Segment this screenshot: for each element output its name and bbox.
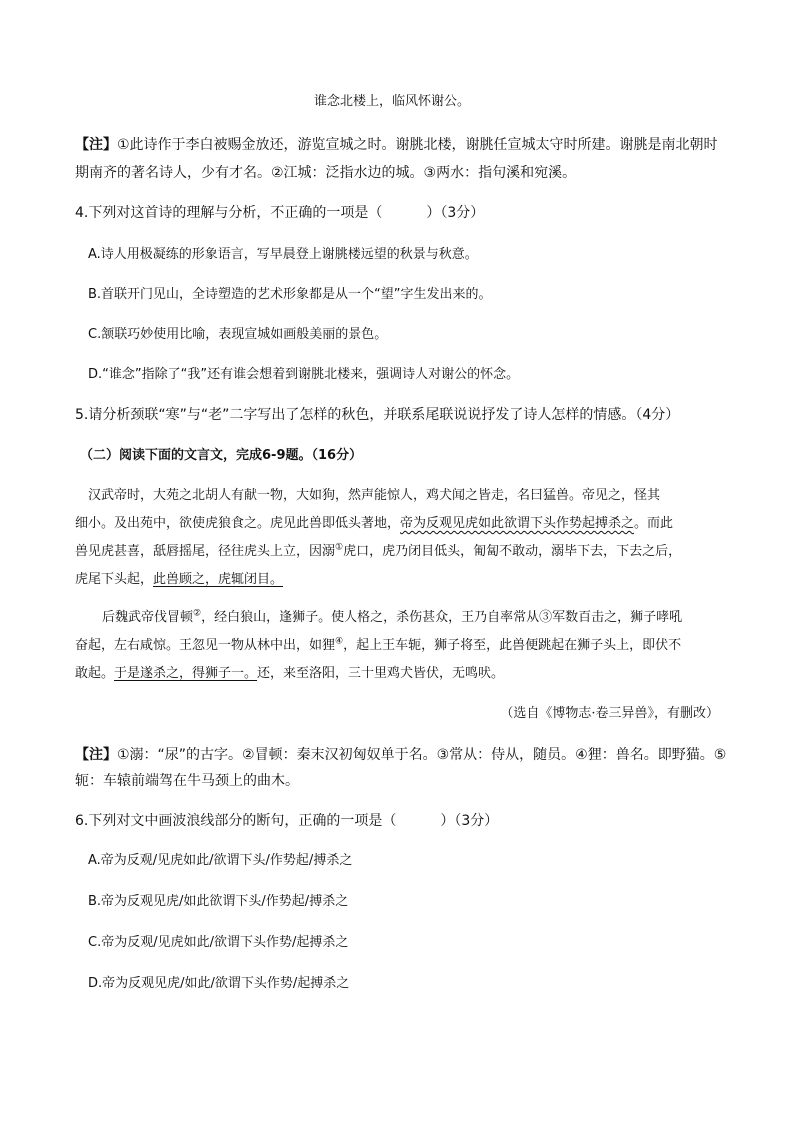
passage-1-line-2	[75, 514, 673, 534]
passage-text: 细小。及出苑中，欲使虎狼食之。虎见此兽即低头著地，	[75, 516, 401, 531]
passage-1-line-4	[75, 570, 283, 590]
question-4-stem	[75, 203, 484, 223]
passage-text: 奋起，左右咸惊。王忽见一物从林中出，如狸	[75, 638, 336, 653]
footnote-marker: ①	[335, 542, 344, 553]
poem-note-text-1: ①此诗作于李白被赐金放还，游览宣城之时。谢朓北楼，谢朓任宣城太守时所建。谢朓是南北朝时	[117, 137, 718, 153]
passage-text: 还，来至洛阳，三十里鸡犬皆伏，无鸣吠。	[257, 666, 505, 681]
underlined-sentence: 此兽顾之，虎辄闭目。	[153, 572, 284, 587]
passage-2-line-3	[75, 664, 504, 684]
passage-text: 兽见虎甚喜，舐唇摇尾，径往虎头上立，因溺	[75, 544, 336, 559]
question-6-points: ）（3分）	[440, 813, 499, 829]
section-2-heading: （二）阅读下面的文言文，完成6-9题。（16分）	[80, 448, 363, 463]
question-4-option-a: A.诗人用极凝练的形象语言，写早晨登上谢朓楼远望的秋景与秋意。	[88, 247, 478, 262]
passage-text: 后魏武帝伐冒顿	[102, 610, 194, 625]
wavy-underlined-sentence: 帝为反观见虎如此欲谓下头作势起搏杀之	[400, 516, 635, 531]
passage-note-text-1: ①溺：“尿”的古字。②冒顿：秦末汉初匈奴单于名。③常从：侍从，随员。④狸：兽名。即野猫。⑤	[117, 747, 727, 763]
passage-1-line-1: 汉武帝时，大苑之北胡人有献一物，大如狗，然声能惊人，鸡犬闻之皆走，名曰猛兽。帝见之，怪其	[88, 488, 661, 503]
note-bracket: 【注】	[75, 137, 117, 153]
poem-note-line-1	[75, 135, 718, 155]
question-6-stem	[75, 811, 498, 831]
passage-note-line-1	[75, 745, 726, 765]
passage-2-line-1	[102, 608, 682, 628]
passage-1-line-3	[75, 542, 681, 562]
footnote-marker: ②	[193, 608, 202, 619]
question-6-option-a: A.帝为反观/见虎如此/欲谓下头/作势起/搏杀之	[88, 853, 353, 868]
passage-text: 军数百击之，狮子哮吼	[552, 610, 683, 625]
question-4-option-c: C.颔联巧妙使用比喻，表现宣城如画般美丽的景色。	[88, 327, 388, 342]
passage-2-line-2	[75, 636, 681, 656]
question-6-stem-text: 6.下列对文中画波浪线部分的断句，正确的一项是（	[75, 813, 397, 829]
note-bracket: 【注】	[75, 747, 117, 763]
passage-source: （选自《博物志·卷三异兽》，有删改）	[500, 706, 719, 721]
poem-last-line: 谁念北楼上，临风怀谢公。	[314, 94, 471, 109]
question-4-option-d: D.“谁念”指除了“我”还有谁会想着到谢朓北楼来，强调诗人对谢公的怀念。	[88, 367, 520, 382]
question-4-option-b: B.首联开门见山，全诗塑造的艺术形象都是从一个“望”字生发出来的。	[88, 287, 492, 302]
footnote-marker: ④	[335, 636, 344, 647]
passage-note-line-2: 轭：车辕前端驾在牛马颈上的曲木。	[75, 773, 299, 789]
passage-text: 虎口，虎乃闭目低头，匍匐不敢动，溺毕下去，下去之后，	[343, 544, 682, 559]
poem-note-line-2: 期南齐的著名诗人，少有才名。②江城：泛指水边的城。③两水：指句溪和宛溪。	[75, 165, 577, 181]
underlined-sentence: 于是遂杀之，得狮子一。	[114, 666, 258, 681]
question-6-option-d: D.帝为反观见虎/如此/欲谓下头作势/起搏杀之	[88, 976, 350, 991]
passage-text: ，起上王车轭，狮子将至，此兽便跳起在狮子头上，即伏不	[343, 638, 682, 653]
passage-text: ，经白狼山，逢狮子。使人格之，杀伤甚众，王乃自率常从	[201, 610, 540, 625]
question-4-stem-text: 4.下列对这首诗的理解与分析，不正确的一项是（	[75, 205, 383, 221]
passage-text: 敢起。	[75, 666, 115, 681]
passage-text: 。而此	[634, 516, 674, 531]
question-4-points: ）（3分）	[426, 205, 485, 221]
question-6-option-c: C.帝为反观/见虎如此/欲谓下头作势/起搏杀之	[88, 935, 349, 950]
passage-text: 虎尾下头起，	[75, 572, 154, 587]
question-5-stem: 5.请分析颈联“寒”与“老”二字写出了怎样的秋色，并联系尾联说说抒发了诗人怎样的情感。（4分）	[75, 407, 680, 423]
footnote-marker: ③	[539, 610, 553, 625]
question-6-option-b: B.帝为反观见虎/如此欲谓下头/作势起/搏杀之	[88, 894, 349, 909]
